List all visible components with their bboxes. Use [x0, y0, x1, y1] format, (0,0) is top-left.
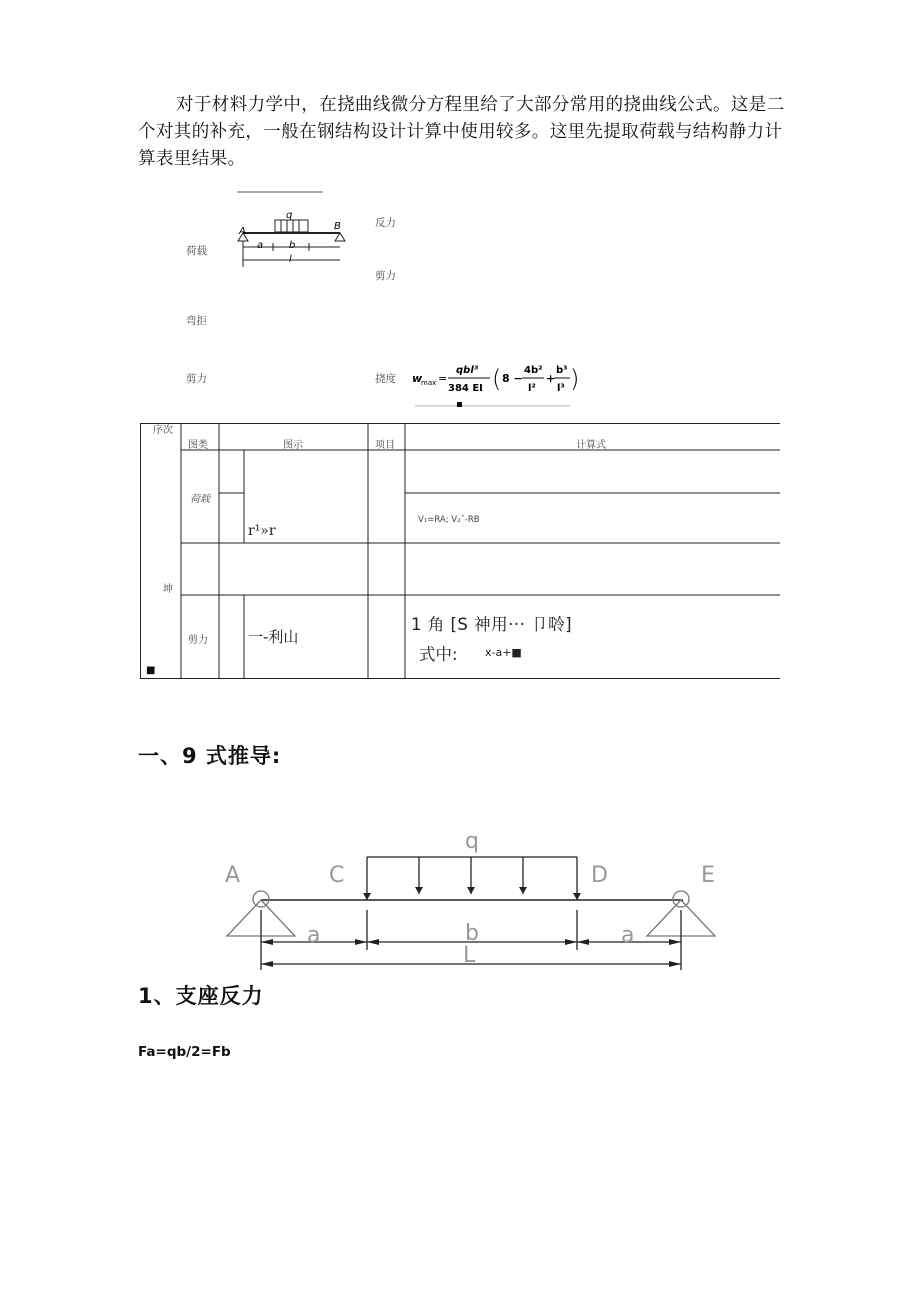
svg-text:w: w [412, 372, 423, 385]
formula-line-2-value: x-a+■ [485, 646, 522, 659]
intro-paragraph: 对于材料力学中，在挠曲线微分方程里给了大部分常用的挠曲线公式。这是二个对其的补充，一般在钢结构设计计算中使用较多。这里先提取荷载与结构静力计算表里结果。 [138, 95, 785, 169]
svg-text:l³: l³ [557, 383, 565, 394]
small-beam-l: l [289, 254, 292, 265]
svg-text:=: = [438, 372, 448, 385]
diagram-text-1: r¹»r [248, 523, 276, 539]
table-marker: ■ [146, 665, 156, 676]
svg-text:): ) [570, 365, 580, 393]
beam-point-a: A [225, 863, 241, 888]
shear-formula: V₁=RA; V₂ˆ-RB [418, 515, 480, 525]
formula-line-1: 1 角 [S 神用··· 卩唥] [411, 615, 573, 634]
section-heading-derivation: 一、9 式推导: [138, 744, 282, 768]
diagram-text-2: 一-利山 [248, 628, 299, 646]
svg-text:384 EI: 384 EI [448, 383, 483, 394]
row-group-label: 坤 [163, 584, 173, 595]
shear-label: 剪力 [188, 635, 208, 646]
beam-point-e: E [701, 863, 715, 888]
small-beam-b-point: B [334, 221, 341, 232]
small-beam-q: q [286, 210, 293, 221]
svg-text:8 −: 8 − [502, 372, 523, 385]
beam-dim-l: L [463, 943, 476, 968]
th-item: 项目 [375, 440, 395, 451]
deflection-formula [410, 358, 580, 410]
svg-text:+: + [546, 372, 556, 385]
svg-text:(: ( [492, 365, 502, 393]
svg-text:b³: b³ [556, 365, 568, 376]
section-heading-reactions: 1、支座反力 [138, 984, 264, 1008]
beam-point-c: C [329, 863, 345, 888]
svg-text:4b²: 4b² [524, 365, 543, 376]
beam-dim-a-right: a [621, 923, 635, 948]
formula-line-2-prefix: 式中: [419, 645, 458, 664]
svg-text:qbl³: qbl³ [456, 365, 479, 376]
svg-text:max: max [421, 379, 437, 387]
beam-dim-a-left: a [307, 923, 321, 948]
th-type: 图类 [188, 440, 208, 451]
label-reaction: 反力 [375, 217, 396, 229]
label-deflection: 挠度 [375, 373, 396, 385]
reaction-equation: Fa=qb/2=Fb [138, 1044, 231, 1060]
label-moment: 弯拒 [186, 315, 207, 327]
row-load-label: 荷载 [190, 494, 210, 505]
label-shear-right: 剪力 [375, 270, 396, 282]
small-beam-a: a [257, 240, 264, 251]
small-beam-figure [225, 185, 360, 275]
small-beam-a-point: A [239, 226, 246, 237]
svg-text:l²: l² [528, 383, 536, 394]
th-formula: 计算式 [576, 440, 606, 451]
formula-table [140, 423, 780, 679]
th-seq: 序次 [153, 425, 173, 436]
label-shear-left: 剪力 [186, 373, 207, 385]
beam-dim-b: b [465, 921, 479, 946]
label-load: 荷载 [186, 245, 207, 257]
beam-point-d: D [591, 863, 608, 888]
beam-diagram [215, 820, 735, 980]
beam-q: q [465, 829, 479, 854]
th-diagram: 图示 [283, 440, 303, 451]
small-beam-b: b [289, 240, 296, 251]
